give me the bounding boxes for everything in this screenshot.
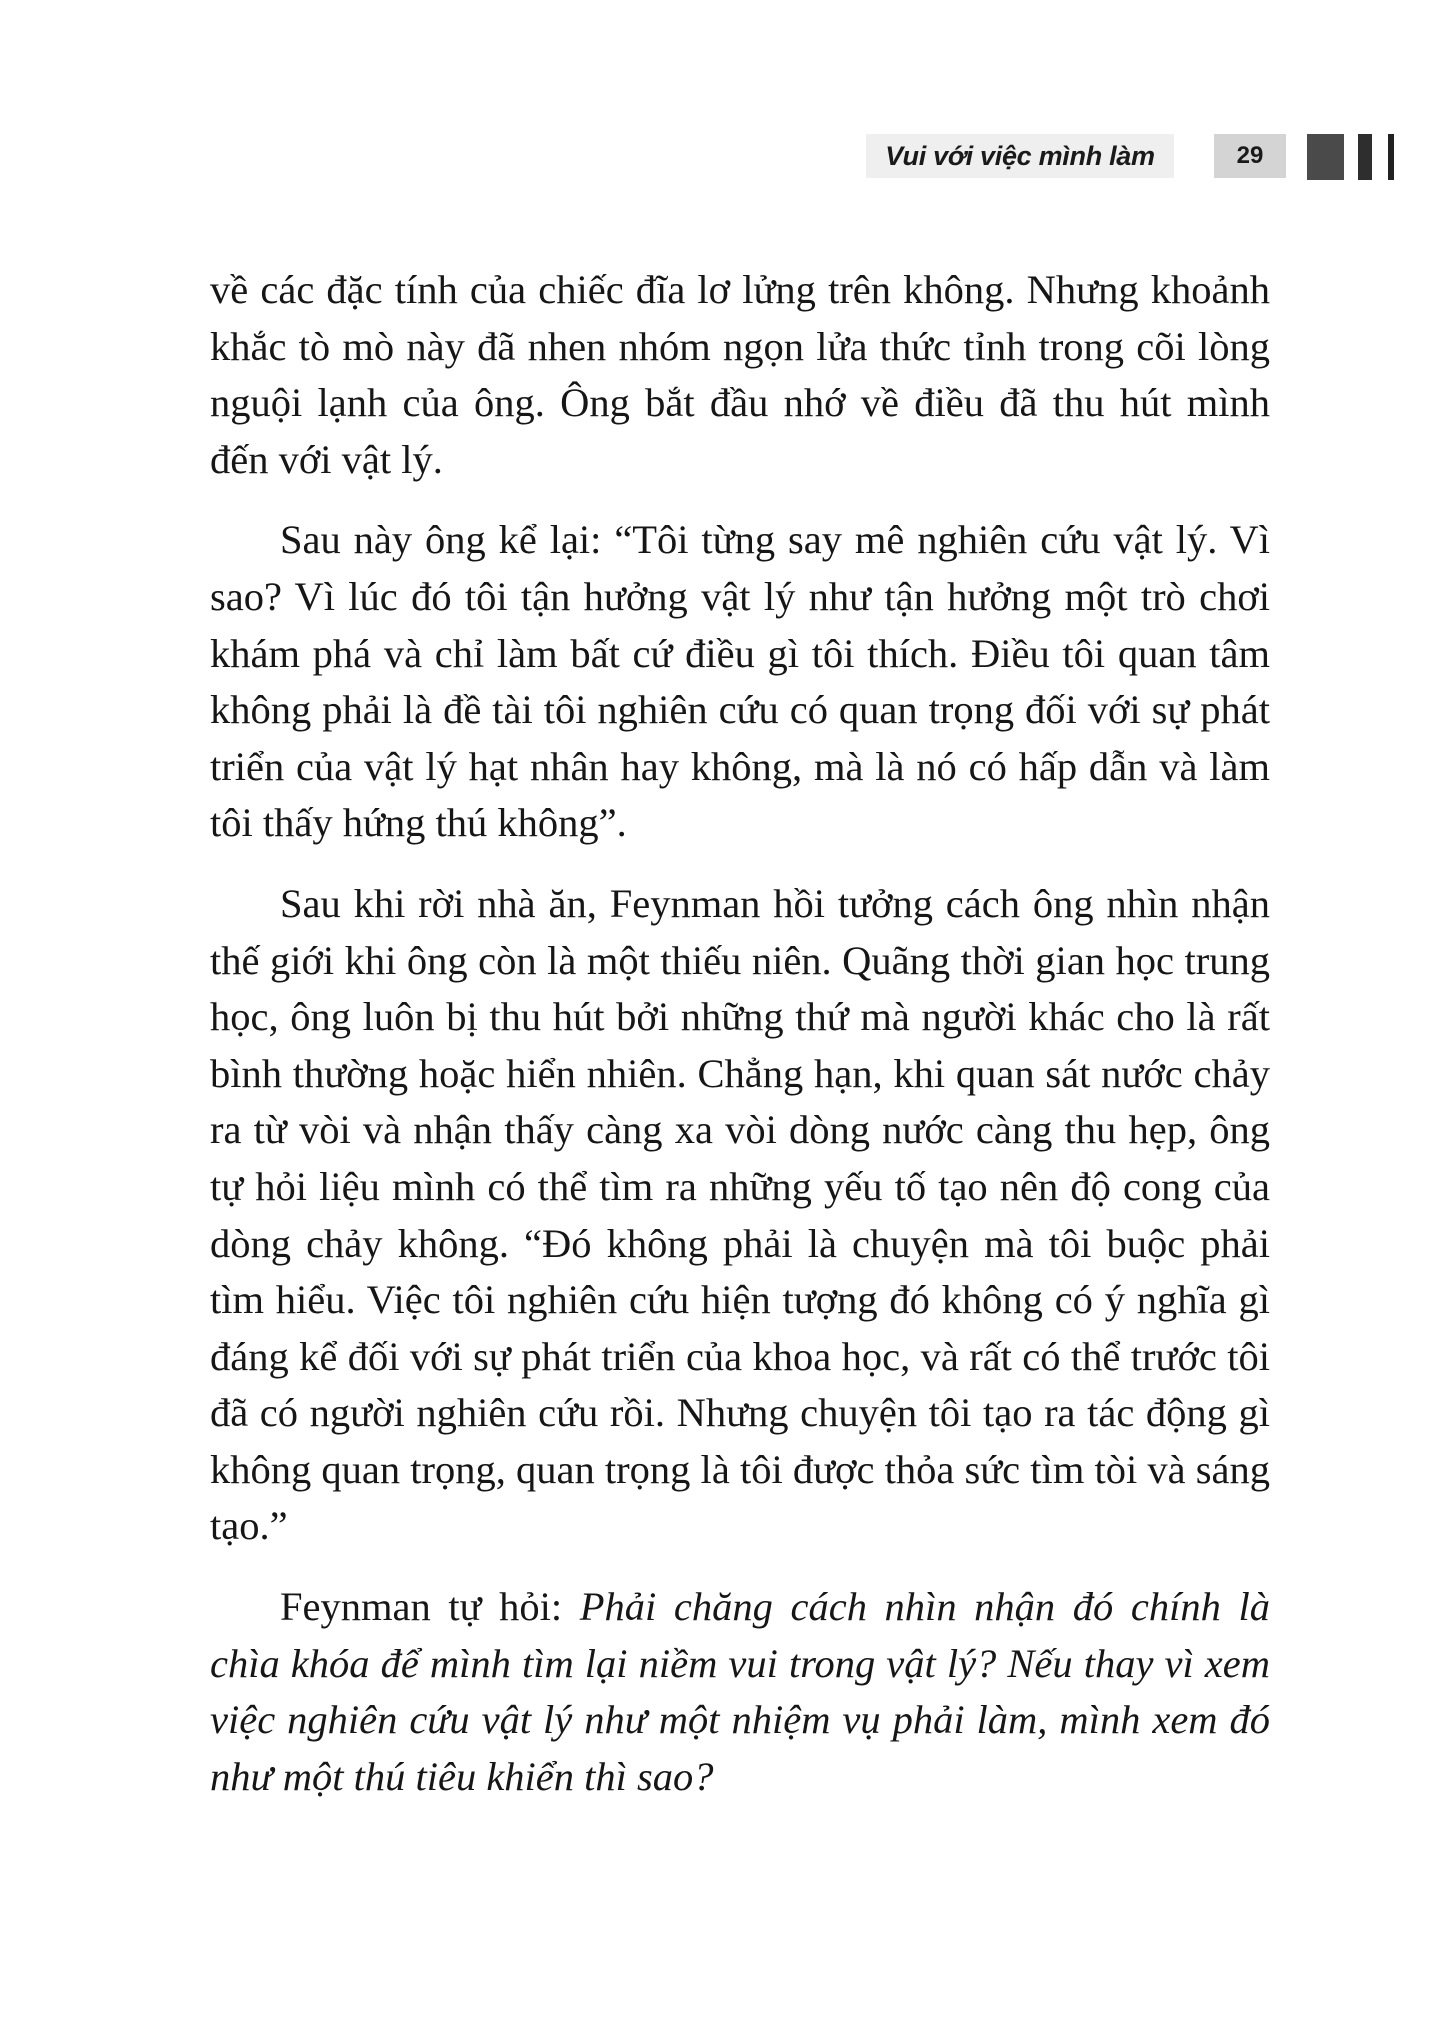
paragraph: Sau này ông kể lại: “Tôi từng say mê nghiên cứu vật lý. Vì sao? Vì lúc đó tôi tận hưởng vật lý như tận hưởng một trò chơi khám phá và chỉ làm bất cứ điều gì tôi thích. Điều tôi quan tâm không phải là đề tài tôi nghiên cứu có quan trọng đối với sự phát triển của vật lý hạt nhân hay không, mà là nó có hấp dẫn và làm tôi thấy hứng thú không”. — [210, 517, 1270, 846]
decorative-bar-icon — [1388, 134, 1394, 180]
paragraph — [210, 1579, 1270, 1805]
paragraph-lead: Feynman tự hỏi: — [280, 1584, 580, 1630]
running-header — [0, 134, 1449, 178]
body-text — [210, 262, 1270, 1829]
page-number: 29 — [1214, 134, 1286, 178]
paragraph: Sau khi rời nhà ăn, Feynman hồi tưởng cách ông nhìn nhận thế giới khi ông còn là một thiếu niên. Quãng thời gian học trung học, ông luôn bị thu hút bởi những thứ mà người khác cho là rất bình thường hoặc hiển nhiên. Chẳng hạn, khi quan sát nước chảy ra từ vòi và nhận thấy càng xa vòi dòng nước càng thu hẹp, ông tự hỏi liệu mình có thể tìm ra những yếu tố tạo nên độ cong của dòng chảy không. “Đó không phải là chuyện mà tôi buộc phải tìm hiểu. Việc tôi nghiên cứu hiện tượng đó không có ý nghĩa gì đáng kể đối với sự phát triển của khoa học, và rất có thể trước tôi đã có người nghiên cứu rồi. Nhưng chuyện tôi tạo ra tác động gì không quan trọng, quan trọng là tôi được thỏa sức tìm tòi và sáng tạo.” — [210, 880, 1270, 1549]
italic-question: Phải chăng cách nhìn nhận đó chính là chìa khóa để mình tìm lại niềm vui trong vật lý? Nếu thay vì xem việc nghiên cứu vật lý như một nhiệm vụ phải làm, mình xem đó như một thú tiêu khiển thì sao? — [210, 1584, 1271, 1799]
decorative-bar-icon — [1358, 134, 1372, 180]
decorative-bar-icon — [1307, 134, 1344, 180]
chapter-title: Vui với việc mình làm — [866, 134, 1174, 178]
paragraph: về các đặc tính của chiếc đĩa lơ lửng trên không. Nhưng khoảnh khắc tò mò này đã nhen nhóm ngọn lửa thức tỉnh trong cõi lòng nguội lạnh của ông. Ông bắt đầu nhớ về điều đã thu hút mình đến với vật lý. — [210, 267, 1270, 482]
